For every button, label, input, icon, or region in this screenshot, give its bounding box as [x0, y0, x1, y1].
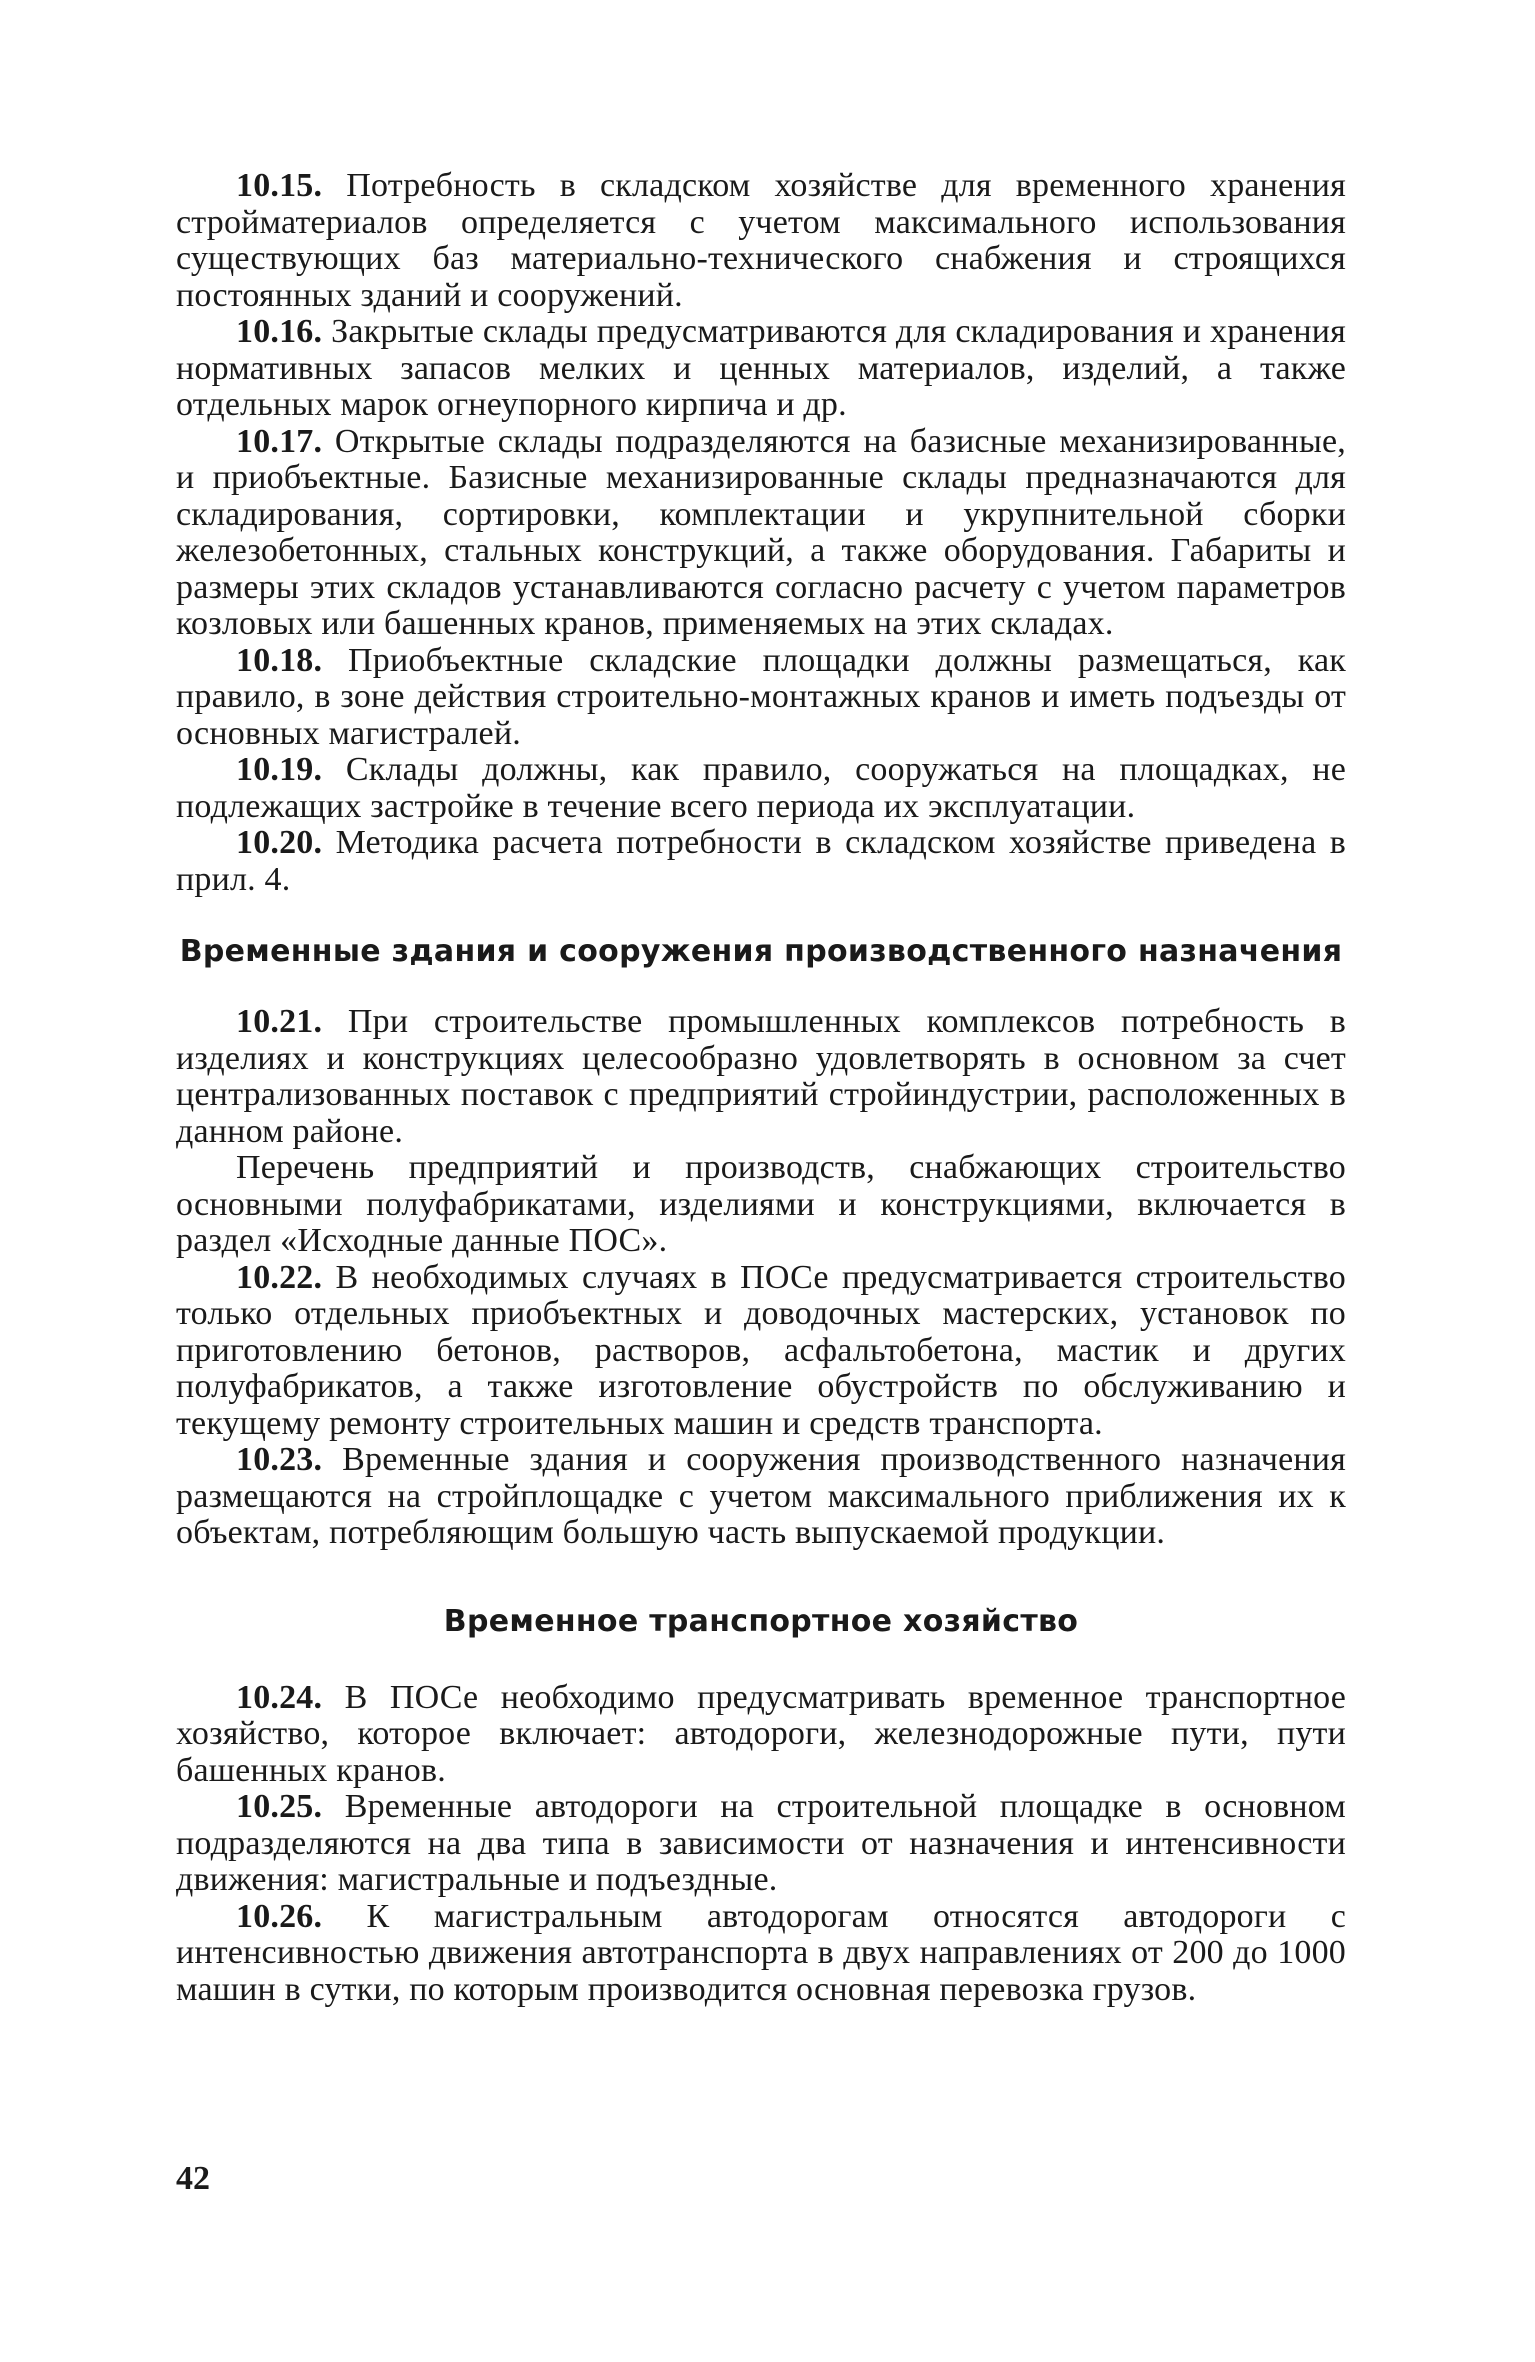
paragraph-text: При строительстве промышленных комплексов потребность в изделиях и конструкциях целесообразно удовлетворять в основном за счет централизованных поставок с предприятий стройиндустрии, расположенных в данном районе. [176, 1003, 1346, 1150]
paragraph-number: 10.25. [236, 1788, 323, 1825]
paragraph-number: 10.23. [236, 1441, 323, 1478]
paragraph-text: Временные здания и сооружения производственного назначения размещаются на стройплощадке с учетом максимального приближения их к объектам, потребляющим большую часть выпускаемой продукции. [176, 1441, 1347, 1551]
paragraph-10-15 [176, 168, 1346, 314]
paragraph-10-16 [176, 314, 1346, 424]
paragraph-10-20 [176, 825, 1346, 898]
paragraph-text: В необходимых случаях в ПОСе предусматривается строительство только отдельных приобъектных и доводочных мастерских, установок по приготовлению бетонов, растворов, асфальтобетона, мастик и других полуфабрикатов, а также изготовление обустройств по обслуживанию и текущему ремонту строительных машин и средств транспорта. [176, 1258, 1346, 1442]
paragraph-text: Временные автодороги на строительной площадке в основном подразделяются на два типа в зависимости от назначения и интенсивности движения: магистральные и подъездные. [176, 1788, 1346, 1898]
paragraph-number: 10.24. [236, 1678, 323, 1716]
paragraph-number: 10.22. [236, 1258, 323, 1296]
paragraph-10-24 [176, 1680, 1346, 1790]
paragraph-enterprises-list [176, 1150, 1346, 1260]
paragraph-text: В ПОСе необходимо предусматривать временное транспортное хозяйство, которое включает: автодороги, железнодорожные пути, пути башенных кранов. [176, 1678, 1346, 1789]
paragraph-text: Потребность в складском хозяйстве для временного хранения стройматериалов определяется с учетом максимального использования существующих баз материально-технического снабжения и строящихся постоянных зданий и сооружений. [176, 167, 1347, 314]
paragraph-text: Перечень предприятий и производств, снабжающих строительство основными полуфабрикатами, изделиями и конструкциями, включается в раздел «Исходные данные ПОС». [176, 1149, 1346, 1259]
section-heading-buildings: Временные здания и сооружения производственного назначения [179, 934, 1343, 969]
paragraph-text: Приобъектные складские площадки должны размещаться, как правило, в зоне действия строительно-монтажных кранов и иметь подъезды от основных магистралей. [176, 641, 1346, 752]
paragraph-10-19 [176, 752, 1346, 825]
paragraph-number: 10.20. [236, 824, 323, 861]
paragraph-10-23 [176, 1442, 1346, 1552]
paragraph-10-26 [176, 1899, 1346, 2009]
paragraph-10-22 [176, 1260, 1346, 1443]
paragraph-text: К магистральным автодорогам относятся автодороги с интенсивностью движения автотранспорта в двух направлениях от 200 до 1000 машин в сутки, по которым производится основная перевозка грузов. [176, 1897, 1347, 2008]
paragraph-text: Открытые склады подразделяются на базисные механизированные, и приобъектные. Базисные механизированные склады предназначаются для складирования, сортировки, комплектации и укрупнительной сборки железобетонных, стальных конструкций, а также оборудования. Габариты и размеры этих складов устанавливаются согласно расчету с учетом параметров козловых или башенных кранов, применяемых на этих складах. [176, 422, 1346, 642]
document-page [176, 168, 1346, 2008]
paragraph-number: 10.21. [236, 1003, 323, 1040]
paragraph-number: 10.15. [236, 167, 323, 204]
paragraph-10-18 [176, 643, 1346, 753]
paragraph-10-21 [176, 1004, 1346, 1150]
page-number: 42 [176, 2160, 210, 2197]
paragraph-number: 10.19. [236, 751, 323, 788]
paragraph-text: Склады должны, как правило, сооружаться на площадках, не подлежащих застройке в течение всего периода их эксплуатации. [176, 751, 1346, 825]
paragraph-10-25 [176, 1789, 1346, 1899]
paragraph-10-17 [176, 424, 1346, 643]
section-heading-transport: Временное транспортное хозяйство [443, 1603, 1079, 1639]
paragraph-text: Методика расчета потребности в складском хозяйстве приведена в прил. 4. [176, 824, 1346, 898]
paragraph-number: 10.18. [236, 641, 323, 679]
paragraph-number: 10.17. [236, 422, 323, 460]
paragraph-number: 10.16. [236, 313, 323, 350]
paragraph-number: 10.26. [236, 1897, 323, 1935]
paragraph-text: Закрытые склады предусматриваются для складирования и хранения нормативных запасов мелких и ценных материалов, изделий, а также отдельных марок огнеупорного кирпича и др. [176, 313, 1346, 423]
